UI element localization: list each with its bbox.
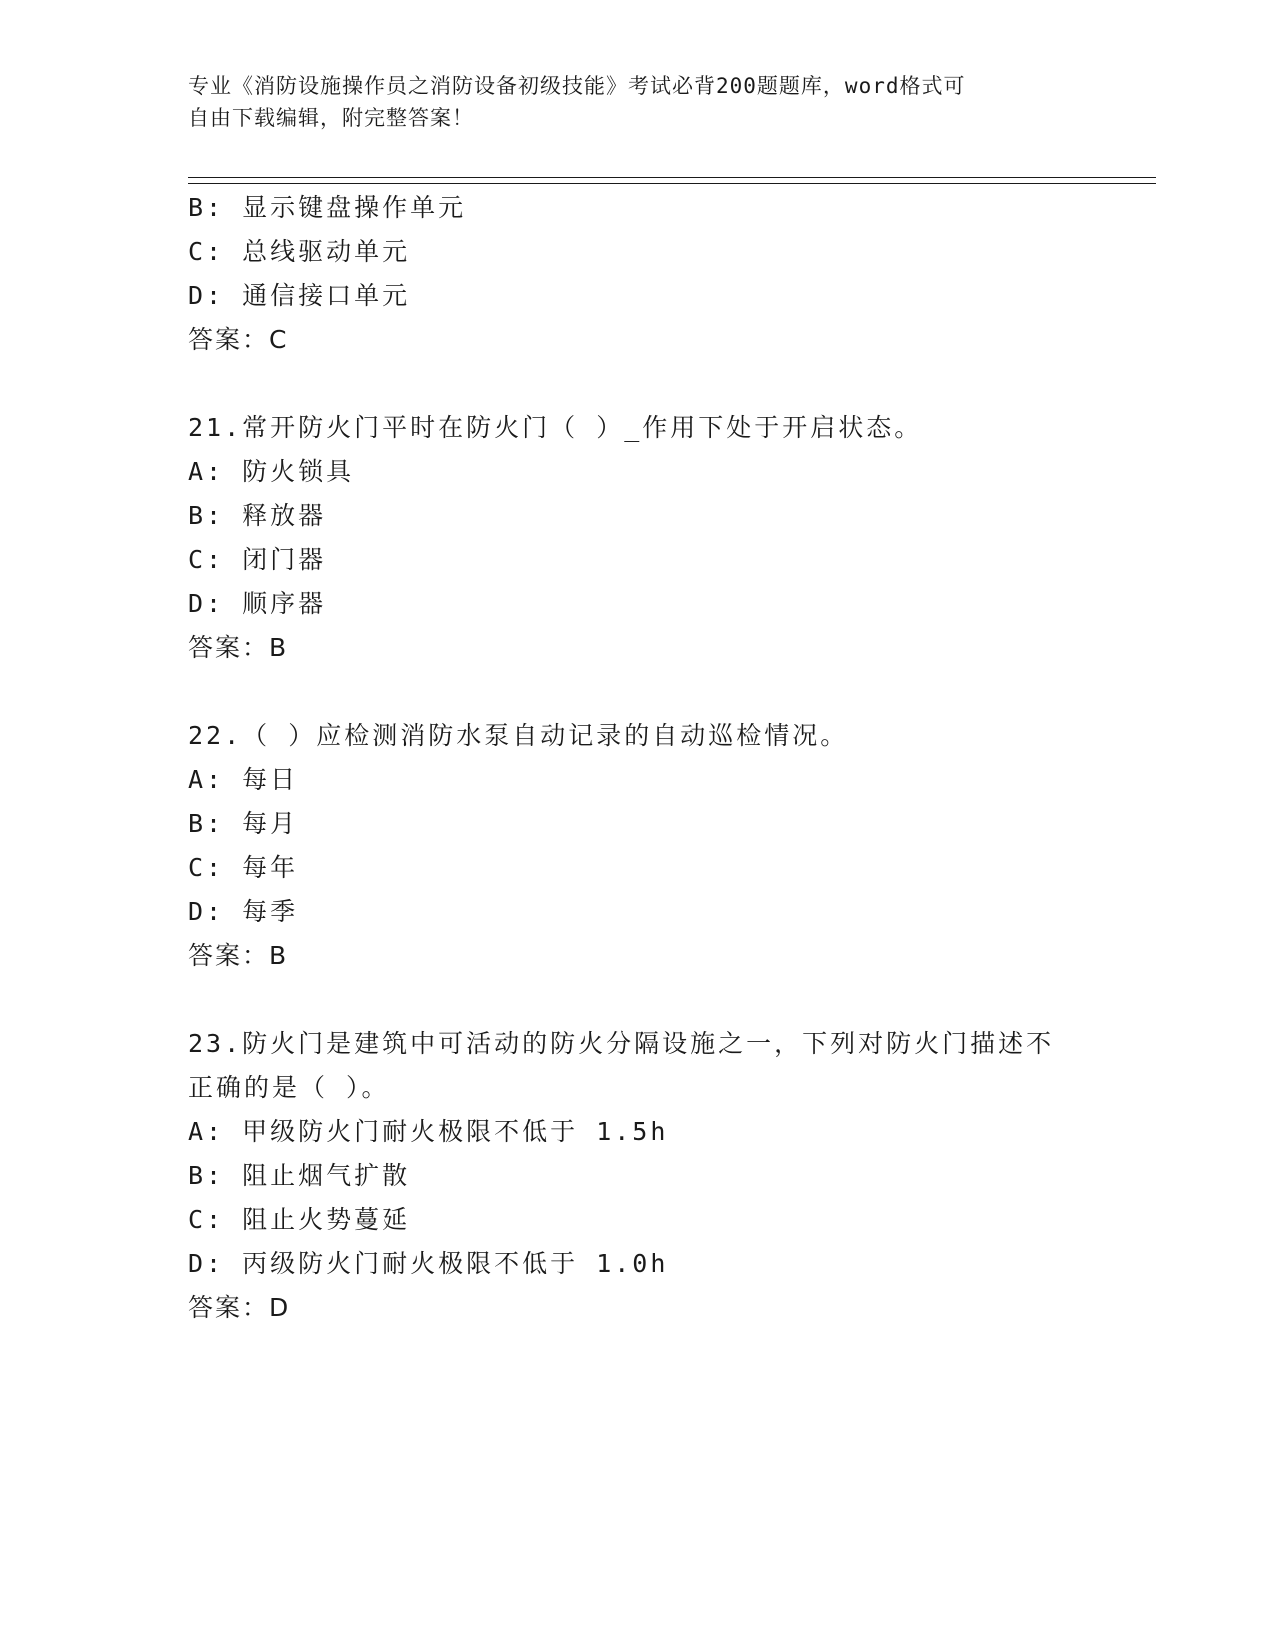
option-b: B: 释放器 xyxy=(188,501,327,530)
option-c: C: 阻止火势蔓延 xyxy=(188,1205,411,1234)
option-d: D: 丙级防火门耐火极限不低于 1.0h xyxy=(188,1249,669,1278)
document-header xyxy=(188,70,1088,134)
question-stem: 23.防火门是建筑中可活动的防火分隔设施之一，下列对防火门描述不 xyxy=(188,1029,1055,1058)
option-b: B: 显示键盘操作单元 xyxy=(188,193,467,222)
header-line-2: 自由下载编辑，附完整答案！ xyxy=(188,106,474,130)
option-b: B: 阻止烟气扩散 xyxy=(188,1161,411,1190)
option-d: D: 顺序器 xyxy=(188,589,327,618)
answer: 答案：B xyxy=(188,633,289,662)
option-d: D: 通信接口单元 xyxy=(188,281,411,310)
option-a: A: 防火锁具 xyxy=(188,457,355,486)
option-c: C: 闭门器 xyxy=(188,545,327,574)
answer: 答案：B xyxy=(188,941,289,970)
answer: 答案：D xyxy=(188,1293,291,1322)
option-b: B: 每月 xyxy=(188,809,299,838)
question-stem: 21.常开防火门平时在防火门（ ）_作用下处于开启状态。 xyxy=(188,413,923,442)
question-stem: 22.（ ）应检测消防水泵自动记录的自动巡检情况。 xyxy=(188,721,849,750)
option-a: A: 甲级防火门耐火极限不低于 1.5h xyxy=(188,1117,669,1146)
question-stem-continued: 正确的是（ ）。 xyxy=(188,1073,390,1102)
option-a: A: 每日 xyxy=(188,765,299,794)
option-c: C: 总线驱动单元 xyxy=(188,237,411,266)
header-divider xyxy=(188,177,1156,184)
header-line-1: 专业《消防设施操作员之消防设备初级技能》考试必背200题题库，word格式可 xyxy=(188,74,966,98)
option-c: C: 每年 xyxy=(188,853,299,882)
option-d: D: 每季 xyxy=(188,897,299,926)
answer: 答案：C xyxy=(188,325,289,354)
